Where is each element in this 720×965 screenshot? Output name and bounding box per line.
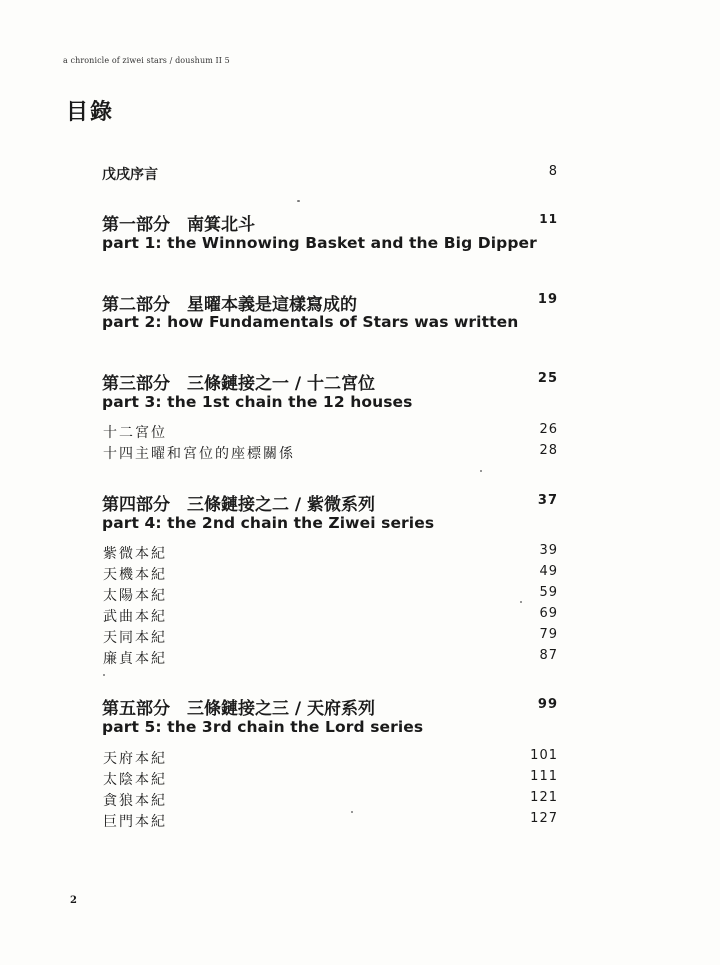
part-title-en: part 2: how Fundamentals of Stars was written <box>102 313 519 331</box>
running-head: a chronicle of ziwei stars / doushum II 5 <box>63 56 230 65</box>
subentry-title: 太陽本紀 <box>103 588 167 604</box>
preface-title: 戊戌序言 <box>102 167 158 183</box>
subentry-title: 天機本紀 <box>103 567 167 583</box>
subentry-title: 天府本紀 <box>103 751 167 767</box>
subentry-title: 十四主曜和宮位的座標關係 <box>103 446 295 462</box>
part-title-zh: 第五部分 三條鏈接之三 / 天府系列 <box>102 699 376 719</box>
part-title-en: part 3: the 1st chain the 12 houses <box>102 393 413 411</box>
part-title-en: part 4: the 2nd chain the Ziwei series <box>102 514 435 532</box>
part-title-zh: 第二部分 星曜本義是這樣寫成的 <box>102 295 357 315</box>
page-number: 101 <box>530 748 558 763</box>
subentry-title: 貪狼本紀 <box>103 793 167 809</box>
page-number: 26 <box>539 422 558 437</box>
part-title-zh: 第四部分 三條鏈接之二 / 紫微系列 <box>102 495 376 515</box>
page-number: 87 <box>539 648 558 663</box>
subentry-title: 太陰本紀 <box>103 772 167 788</box>
scan-speck <box>520 601 522 603</box>
page-number: 49 <box>539 564 558 579</box>
scan-speck <box>103 674 105 676</box>
page-number: 59 <box>539 585 558 600</box>
page-number: 28 <box>539 443 558 458</box>
page-number: 79 <box>539 627 558 642</box>
scan-speck <box>351 811 353 813</box>
part-title-en: part 5: the 3rd chain the Lord series <box>102 718 424 736</box>
page-number: 25 <box>537 371 558 386</box>
page-number: 37 <box>537 493 558 508</box>
page-number: 99 <box>537 697 558 712</box>
page-number: 127 <box>530 811 558 826</box>
scan-speck <box>480 470 482 472</box>
page-number: 19 <box>537 292 558 307</box>
page-number: 39 <box>539 543 558 558</box>
toc-title: 目錄 <box>66 99 115 125</box>
part-title-zh: 第三部分 三條鏈接之一 / 十二宮位 <box>102 374 376 394</box>
page-number: 11 <box>539 212 558 226</box>
subentry-title: 紫微本紀 <box>103 546 167 562</box>
part-title-en: part 1: the Winnowing Basket and the Big Dipper <box>102 234 537 252</box>
page-number: 121 <box>530 790 558 805</box>
subentry-title: 武曲本紀 <box>103 609 167 625</box>
scan-speck <box>297 200 300 202</box>
subentry-title: 廉貞本紀 <box>103 651 167 667</box>
subentry-title: 天同本紀 <box>103 630 167 646</box>
page-number: 8 <box>548 164 558 179</box>
subentry-title: 十二宮位 <box>103 425 167 441</box>
folio: 2 <box>70 895 77 906</box>
part-title-zh: 第一部分 南箕北斗 <box>102 215 255 235</box>
subentry-title: 巨門本紀 <box>103 814 167 830</box>
page-number: 111 <box>530 769 558 784</box>
page-number: 69 <box>539 606 558 621</box>
